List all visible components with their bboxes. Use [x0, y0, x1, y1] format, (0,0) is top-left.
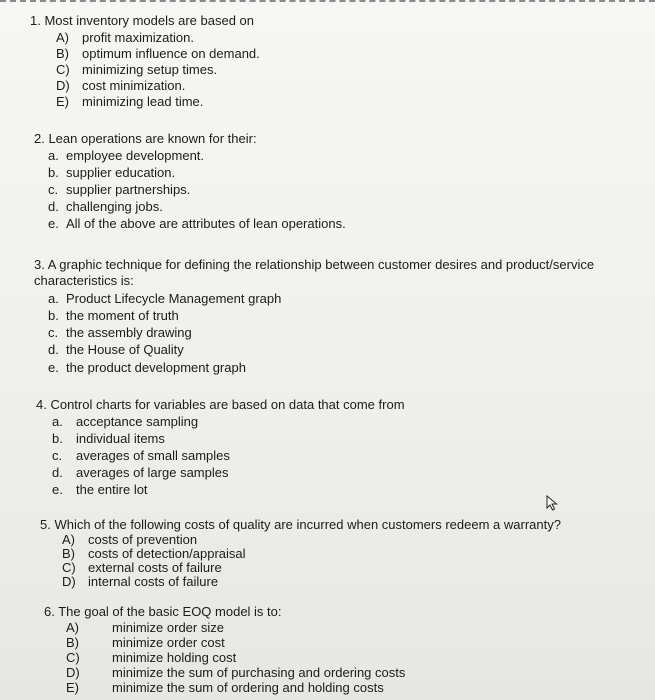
mouse-pointer-icon — [546, 495, 560, 511]
question-2-option-a[interactable]: a. employee development. — [48, 148, 205, 163]
question-5-option-a[interactable]: A) costs of prevention — [62, 532, 198, 547]
question-2-option-c[interactable]: c. supplier partnerships. — [48, 182, 191, 197]
question-4-text: 4. Control charts for variables are based on data that come from — [36, 397, 405, 412]
question-4-option-d[interactable]: d. averages of large samples — [52, 465, 229, 480]
question-2-text: 2. Lean operations are known for their: — [34, 131, 257, 146]
question-3-text-line-2: characteristics is: — [34, 273, 134, 288]
question-4-option-b[interactable]: b. individual items — [52, 431, 165, 446]
question-4-option-e[interactable]: e. the entire lot — [52, 482, 148, 497]
question-1-option-a[interactable]: A) profit maximization. — [56, 30, 194, 45]
question-6-option-b[interactable]: B) minimize order cost — [66, 635, 225, 650]
question-3-text-line-1: 3. A graphic technique for defining the relationship between customer desires and product/service — [34, 257, 595, 272]
question-5-option-d[interactable]: D) internal costs of failure — [62, 574, 219, 589]
question-3-option-e[interactable]: e. the product development graph — [48, 360, 246, 375]
question-1-option-e[interactable]: E) minimizing lead time. — [56, 94, 204, 109]
question-2-option-d[interactable]: d. challenging jobs. — [48, 199, 163, 214]
question-6-option-d[interactable]: D) minimize the sum of purchasing and ordering costs — [66, 665, 406, 680]
question-3-option-d[interactable]: d. the House of Quality — [48, 342, 184, 357]
question-1-option-c[interactable]: C) minimizing setup times. — [56, 62, 218, 77]
question-3-option-a[interactable]: a. Product Lifecycle Management graph — [48, 291, 282, 306]
question-5-text: 5. Which of the following costs of quality are incurred when customers redeem a warranty? — [40, 517, 561, 532]
page-top-border — [0, 0, 655, 6]
question-6-text: 6. The goal of the basic EOQ model is to: — [44, 604, 282, 619]
question-4-option-c[interactable]: c. averages of small samples — [52, 448, 230, 463]
question-6-option-c[interactable]: C) minimize holding cost — [66, 650, 237, 665]
question-5-option-b[interactable]: B) costs of detection/appraisal — [62, 546, 246, 561]
question-1-text: 1. Most inventory models are based on — [30, 13, 255, 28]
question-3-option-c[interactable]: c. the assembly drawing — [48, 325, 192, 340]
question-1-option-d[interactable]: D) cost minimization. — [56, 78, 186, 93]
question-3-option-b[interactable]: b. the moment of truth — [48, 308, 179, 323]
question-6-option-e[interactable]: E) minimize the sum of ordering and holding costs — [66, 680, 384, 695]
question-1-option-b[interactable]: B) optimum influence on demand. — [56, 46, 260, 61]
question-2-option-b[interactable]: b. supplier education. — [48, 165, 176, 180]
question-6-option-a[interactable]: A) minimize order size — [66, 620, 224, 635]
question-4-option-a[interactable]: a. acceptance sampling — [52, 414, 199, 429]
question-5-option-c[interactable]: C) external costs of failure — [62, 560, 222, 575]
question-2-option-e[interactable]: e. All of the above are attributes of lean operations. — [48, 216, 346, 231]
